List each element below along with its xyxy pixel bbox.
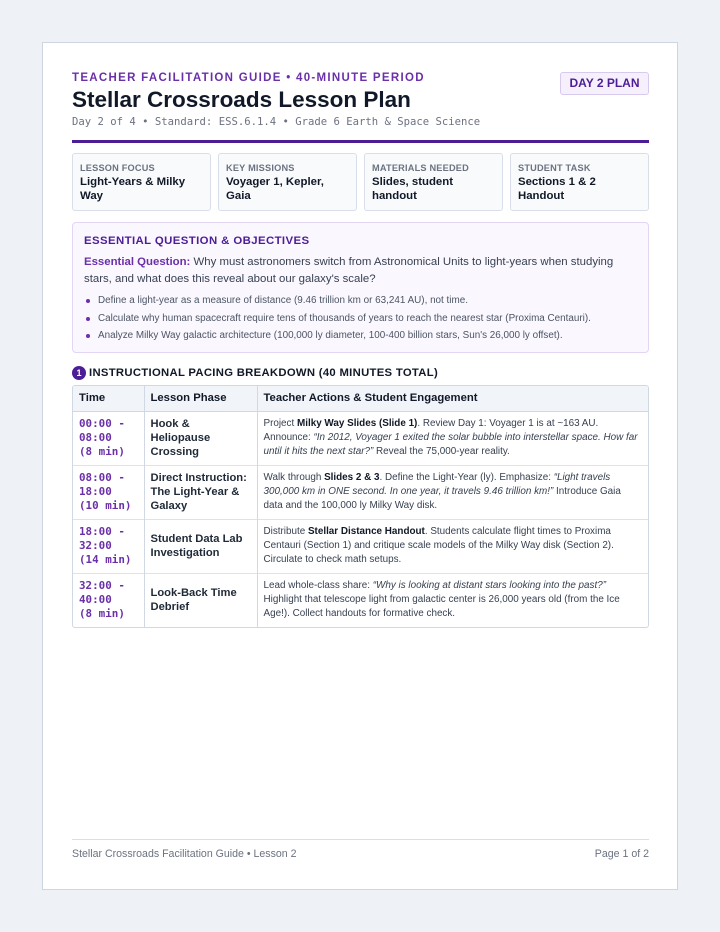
- actions-quote: “Why is looking at distant stars looking into the past?”: [372, 580, 607, 592]
- time-end: 18:00: [79, 485, 112, 498]
- time-start: 00:00 -: [79, 417, 125, 430]
- actions-text: Project: [263, 418, 297, 429]
- card-label: KEY MISSIONS: [226, 163, 295, 173]
- card-materials-needed: [364, 153, 503, 211]
- objective-item: Analyze Milky Way galactic architecture (100,000 ly diameter, 100-400 billion stars, Sun's 26,000 ly offset).: [84, 327, 637, 345]
- section-title: INSTRUCTIONAL PACING BREAKDOWN (40 MINUTES TOTAL): [89, 366, 438, 379]
- pacing-section-heading: [72, 364, 438, 380]
- guide-eyebrow: TEACHER FACILITATION GUIDE • 40-MINUTE PERIOD: [72, 72, 425, 84]
- actions-bold: Slides 2 & 3: [324, 472, 380, 483]
- table-row: [73, 465, 648, 519]
- actions-cell: [257, 573, 648, 627]
- time-duration: (10 min): [79, 499, 132, 512]
- actions-text: Highlight that telescope light from galactic center is 26,000 years old (from the Ice Age!). Collect handouts for formative check.: [263, 594, 620, 620]
- table-row: [73, 573, 648, 627]
- time-start: 18:00 -: [79, 525, 125, 538]
- page-title: Stellar Crossroads Lesson Plan: [72, 87, 411, 112]
- card-value: Voyager 1, Kepler, Gaia: [226, 176, 324, 202]
- actions-text: . Students calculate flight times to Proxima Centauri (Section 1) and critique scale models of the Milky Way disk (Section 2). Circulate to check math setups.: [263, 526, 614, 565]
- card-lesson-focus: [72, 153, 211, 211]
- actions-text: . Define the Light-Year (ly). Emphasize:: [379, 472, 554, 483]
- card-student-task: [510, 153, 649, 211]
- column-header-time: Time: [73, 386, 144, 411]
- table-header-row: [73, 386, 648, 411]
- column-header-actions: Teacher Actions & Student Engagement: [257, 386, 648, 411]
- actions-bold: Stellar Distance Handout: [307, 526, 425, 537]
- actions-text: Lead whole-class share:: [263, 580, 373, 592]
- actions-text: Walk through: [263, 472, 325, 483]
- card-label: MATERIALS NEEDED: [372, 163, 469, 173]
- pacing-table: [72, 385, 649, 628]
- essential-question: [84, 254, 637, 288]
- summary-cards: [72, 153, 649, 211]
- card-key-missions: [218, 153, 357, 211]
- lesson-plan-page: [42, 42, 678, 890]
- time-end: 40:00: [79, 593, 112, 607]
- essential-heading: ESSENTIAL QUESTION & OBJECTIVES: [84, 235, 310, 247]
- actions-quote: “In 2012, Voyager 1 exited the solar bubble into interstellar space. How far until it hits the next star?”: [263, 432, 638, 457]
- objectives-list: [84, 292, 637, 345]
- objective-item: Calculate why human spacecraft require tens of thousands of years to reach the nearest star (Proxima Centauri).: [84, 310, 637, 328]
- card-label: STUDENT TASK: [518, 163, 591, 173]
- time-cell: [73, 465, 144, 519]
- actions-text: . Review Day 1: Voyager 1 is at ~163 AU. Announce:: [263, 418, 599, 443]
- phase-cell: Direct Instruction: The Light-Year & Galaxy: [144, 465, 257, 519]
- actions-text: Introduce Gaia data and the 100,000 ly Milky Way disk.: [263, 486, 621, 511]
- actions-bold: Milky Way Slides (Slide 1): [296, 418, 418, 429]
- card-value: Slides, student handout: [372, 176, 454, 202]
- actions-text: Reveal the 75,000-year reality.: [373, 446, 510, 457]
- time-cell: [73, 519, 144, 573]
- essential-question-lead: Essential Question:: [84, 256, 191, 268]
- table-row: [73, 519, 648, 573]
- section-number-badge: 1: [72, 366, 86, 380]
- card-value: Sections 1 & 2 Handout: [518, 176, 596, 202]
- card-value: Light-Years & Milky Way: [80, 176, 186, 202]
- time-cell: [73, 411, 144, 465]
- actions-quote: “Light travels 300,000 km in ONE second. In one year, it travels 9.46 trillion km!”: [263, 472, 611, 497]
- time-duration: (8 min): [79, 445, 125, 458]
- phase-cell: Look-Back Time Debrief: [144, 573, 257, 627]
- actions-cell: [257, 519, 648, 573]
- time-cell: [73, 573, 144, 627]
- column-header-phase: Lesson Phase: [144, 386, 257, 411]
- time-start: 32:00 -: [79, 579, 125, 593]
- page-number: Page 1 of 2: [594, 848, 649, 860]
- objective-item: Define a light-year as a measure of distance (9.46 trillion km or 63,241 AU), not time.: [84, 292, 637, 310]
- card-label: LESSON FOCUS: [80, 163, 155, 173]
- actions-text: Distribute: [263, 526, 308, 537]
- footer-title: Stellar Crossroads Facilitation Guide • Lesson 2: [72, 848, 297, 860]
- essential-question-panel: [72, 222, 649, 353]
- page-subtitle: Day 2 of 4 • Standard: ESS.6.1.4 • Grade 6 Earth & Space Science: [72, 116, 481, 128]
- phase-cell: Student Data Lab Investigation: [144, 519, 257, 573]
- time-end: 08:00: [79, 431, 112, 444]
- essential-question-text: Why must astronomers switch from Astronomical Units to light-years when studying stars, and what does this reveal about our galaxy's scale?: [84, 256, 614, 285]
- time-duration: (14 min): [79, 553, 132, 566]
- time-duration: (8 min): [79, 607, 125, 621]
- table-row: [73, 411, 648, 465]
- time-end: 32:00: [79, 539, 112, 552]
- actions-cell: [257, 465, 648, 519]
- header-divider: [72, 140, 649, 143]
- time-start: 08:00 -: [79, 471, 125, 484]
- footer-divider: [72, 839, 649, 840]
- actions-cell: [257, 411, 648, 465]
- phase-cell: Hook & Heliopause Crossing: [144, 411, 257, 465]
- day-plan-badge: DAY 2 PLAN: [560, 72, 649, 95]
